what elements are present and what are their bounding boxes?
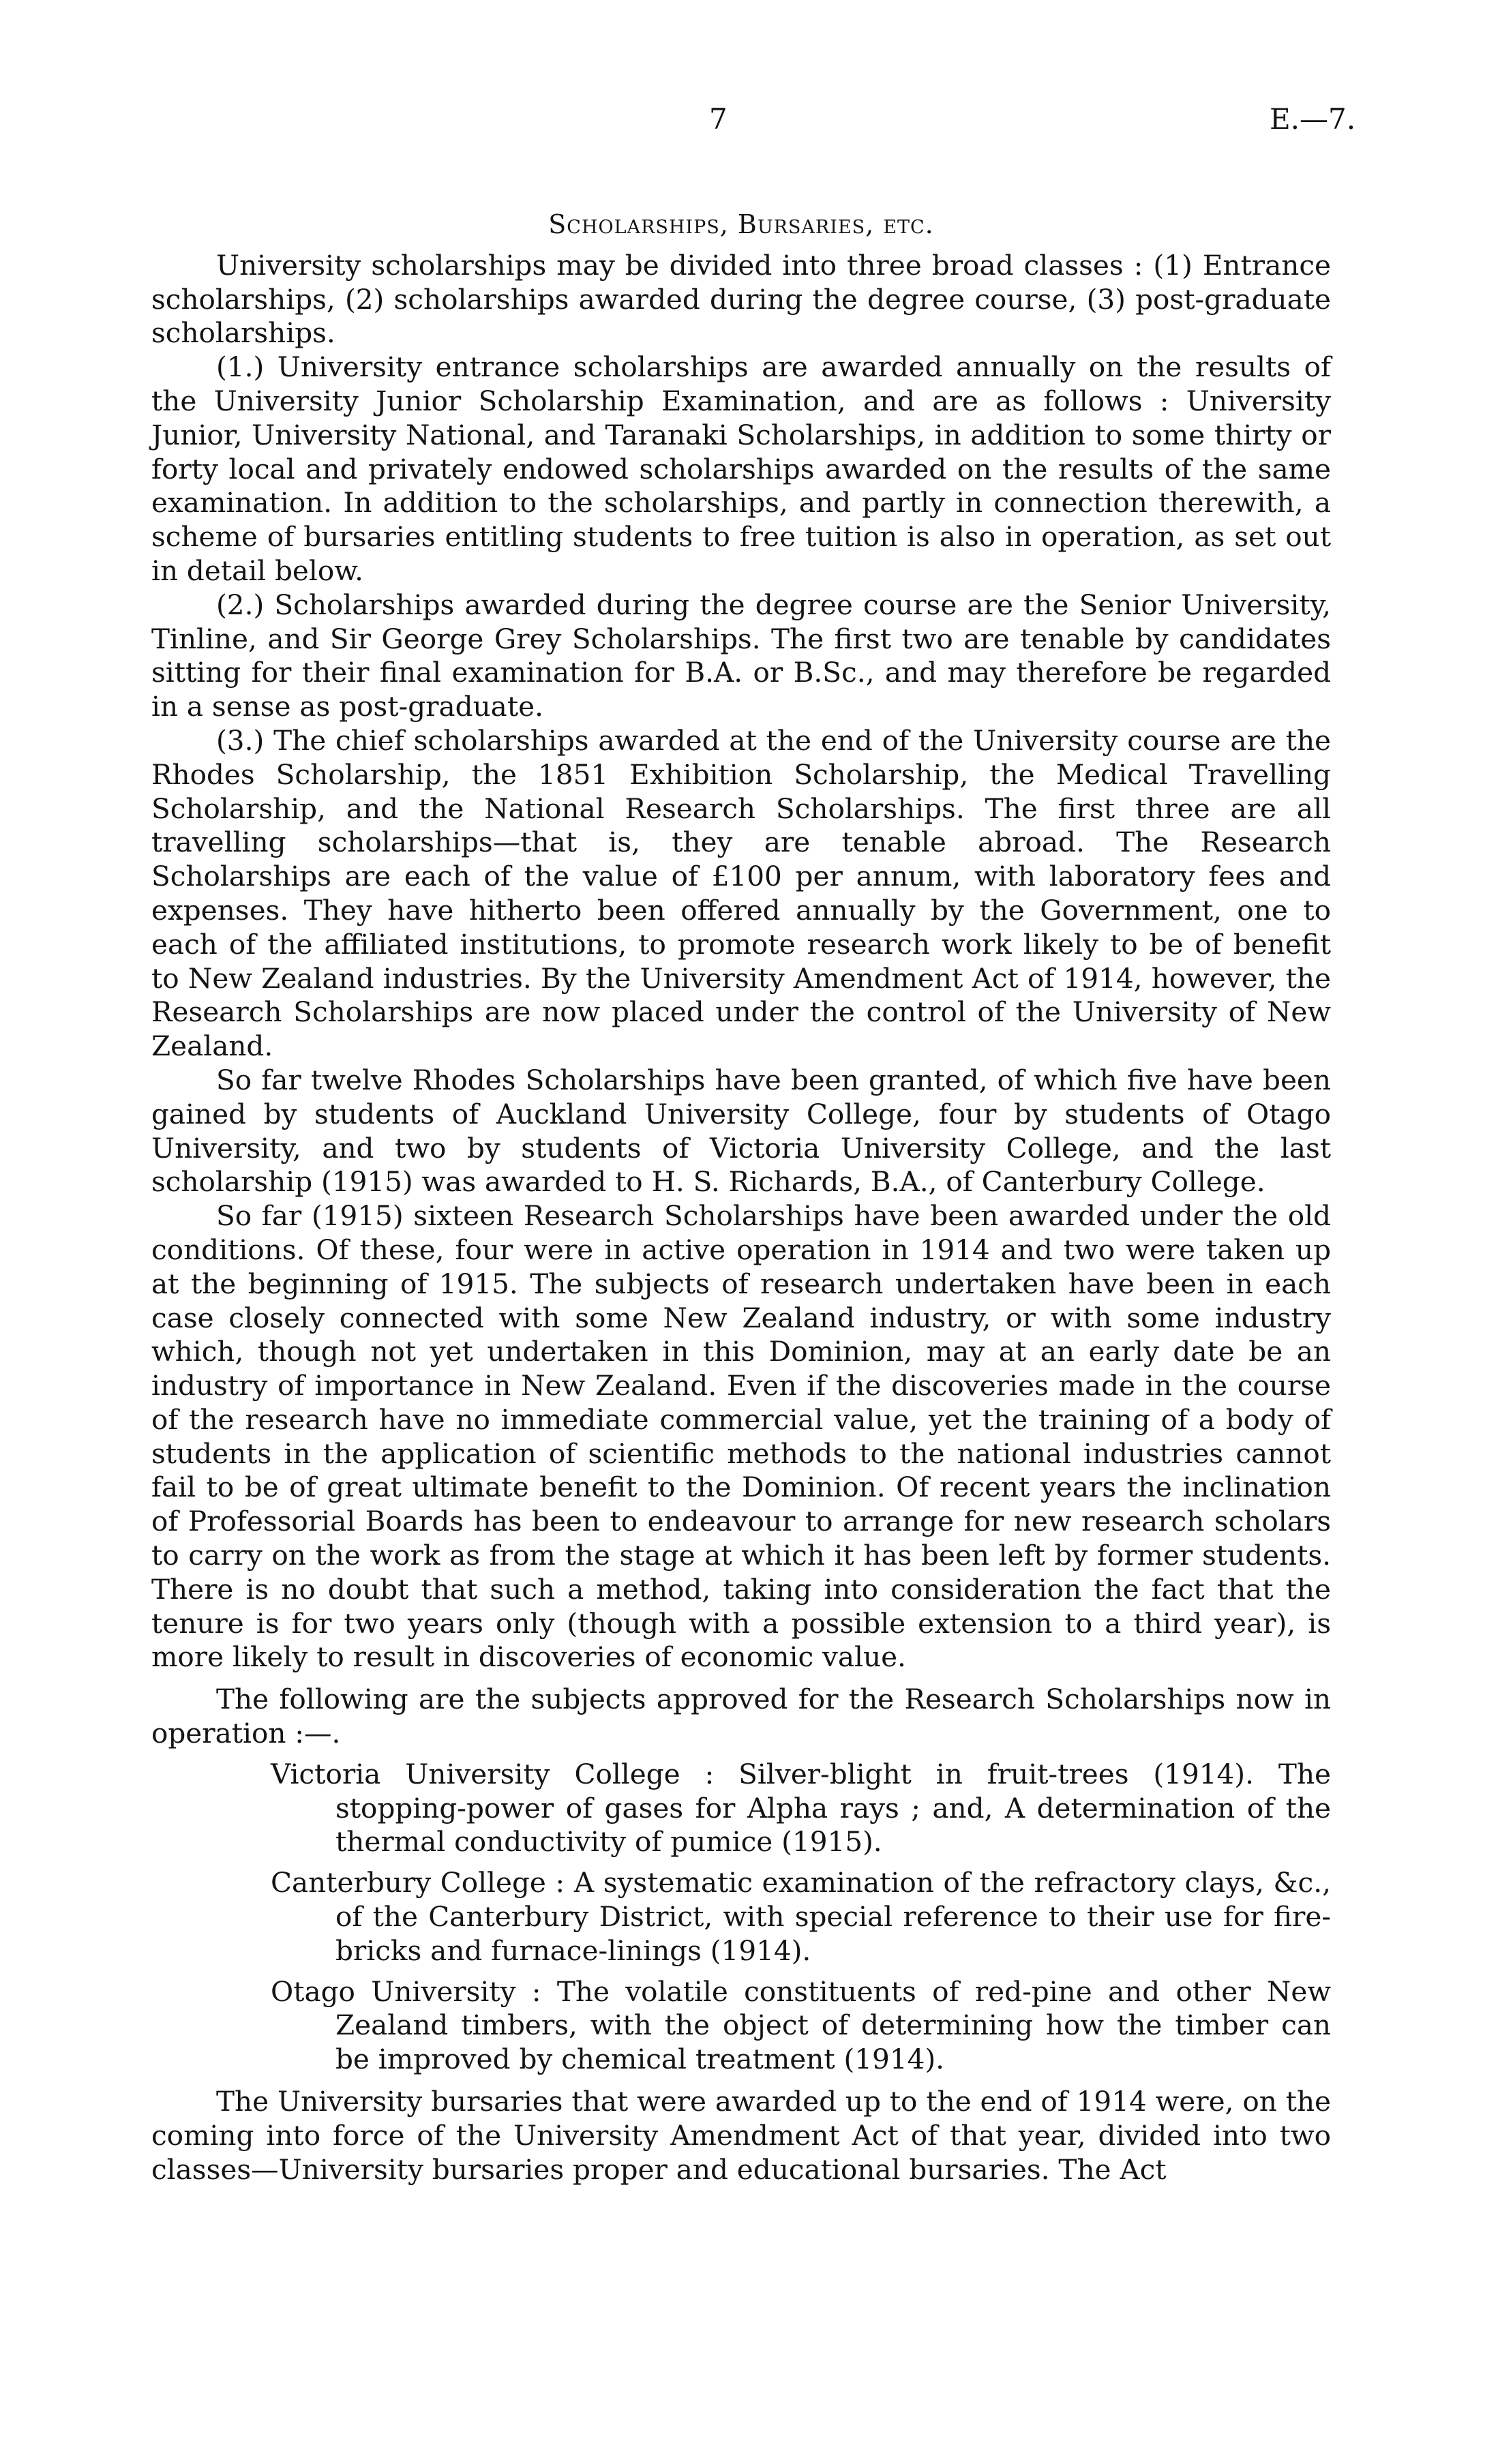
- subject-otago: Otago University : The volatile constituents of red-pine and other New Zealand timbers, with the object of determining how the timber can be improved by chemical treatment (1914).: [271, 1974, 1331, 2076]
- subject-victoria: Victoria University College : Silver-blight in fruit-trees (1914). The stopping-power of gases for Alpha rays ; and, A determination of the thermal conductivity of pumice (1915).: [271, 1757, 1331, 1859]
- paragraph-entrance-scholarships: (1.) University entrance scholarships are awarded annually on the results of the University Junior Scholarship Examination, and are as follows : University Junior, University National, and Taranaki Scholarships, in addition to some thirty or forty local and privately endowed scholarships awarded on the results of the same examination. In addition to the scholarships, and partly in connection therewith, a scheme of bursaries entitling students to free tuition is also in operation, as set out in detail below.: [151, 350, 1331, 587]
- paragraph-degree-scholarships: (2.) Scholarships awarded during the degree course are the Senior University, Tinline, and Sir George Grey Scholarships. The first two are tenable by candidates sitting for their final examination for B.A. or B.Sc., and may therefore be regarded in a sense as post-graduate.: [151, 588, 1331, 723]
- page-number: 7: [709, 102, 728, 136]
- paragraph-rhodes-scholarships: So far twelve Rhodes Scholarships have been granted, of which five have been gained by students of Auckland University College, four by students of Otago University, and two by students of Victoria University College, and the last scholarship (1915) was awarded to H. S. Richards, B.A., of Canterbury College.: [151, 1063, 1331, 1199]
- section-title: Scholarships, Bursaries, etc.: [548, 209, 934, 239]
- body-text: [151, 208, 1331, 2187]
- paragraph-subjects-intro: The following are the subjects approved for the Research Scholarships now in operation :—.: [151, 1683, 1331, 1750]
- paragraph-bursaries: The University bursaries that were awarded up to the end of 1914 were, on the coming into force of the University Amendment Act of that year, divided into two classes—University bursaries proper and educational bursaries. The Act: [151, 2085, 1331, 2186]
- paragraph-postgraduate-scholarships: (3.) The chief scholarships awarded at the end of the University course are the Rhodes Scholarship, the 1851 Exhibition Scholarship, the Medical Travelling Scholarship, and the National Research Scholarships. The first three are all travelling scholarships—that is, they are tenable abroad. The Research Scholarships are each of the value of £100 per annum, with laboratory fees and expenses. They have hitherto been offered annually by the Government, one to each of the affiliated institutions, to promote research work likely to be of benefit to New Zealand industries. By the University Amendment Act of 1914, however, the Research Scholarships are now placed under the control of the University of New Zealand.: [151, 723, 1331, 1063]
- subject-canterbury: Canterbury College : A systematic examination of the refractory clays, &c., of the Canterbury District, with special reference to their use for fire-bricks and furnace-linings (1914).: [271, 1866, 1331, 1967]
- paragraph-research-scholarships: So far (1915) sixteen Research Scholarships have been awarded under the old conditions. Of these, four were in active operation in 1914 and two were taken up at the beginning of 1915. The subjects of research undertaken have been in each case closely connected with some New Zealand industry, or with some industry which, though not yet undertaken in this Dominion, may at an early date be an industry of importance in New Zealand. Even if the discoveries made in the course of the research have no immediate commercial value, yet the training of a body of students in the application of scientific methods to the national industries cannot fail to be of great ultimate benefit to the Dominion. Of recent years the inclination of Professorial Boards has been to endeavour to arrange for new research scholars to carry on the work as from the stage at which it has been left by former students. There is no doubt that such a method, taking into consideration the fact that the tenure is for two years only (though with a possible extension to a third year), is more likely to result in discoveries of economic value.: [151, 1199, 1331, 1674]
- document-reference: E.—7.: [1270, 102, 1356, 136]
- paragraph-intro: University scholarships may be divided into three broad classes : (1) Entrance scholarships, (2) scholarships awarded during the degree course, (3) post-graduate scholarships.: [151, 248, 1331, 350]
